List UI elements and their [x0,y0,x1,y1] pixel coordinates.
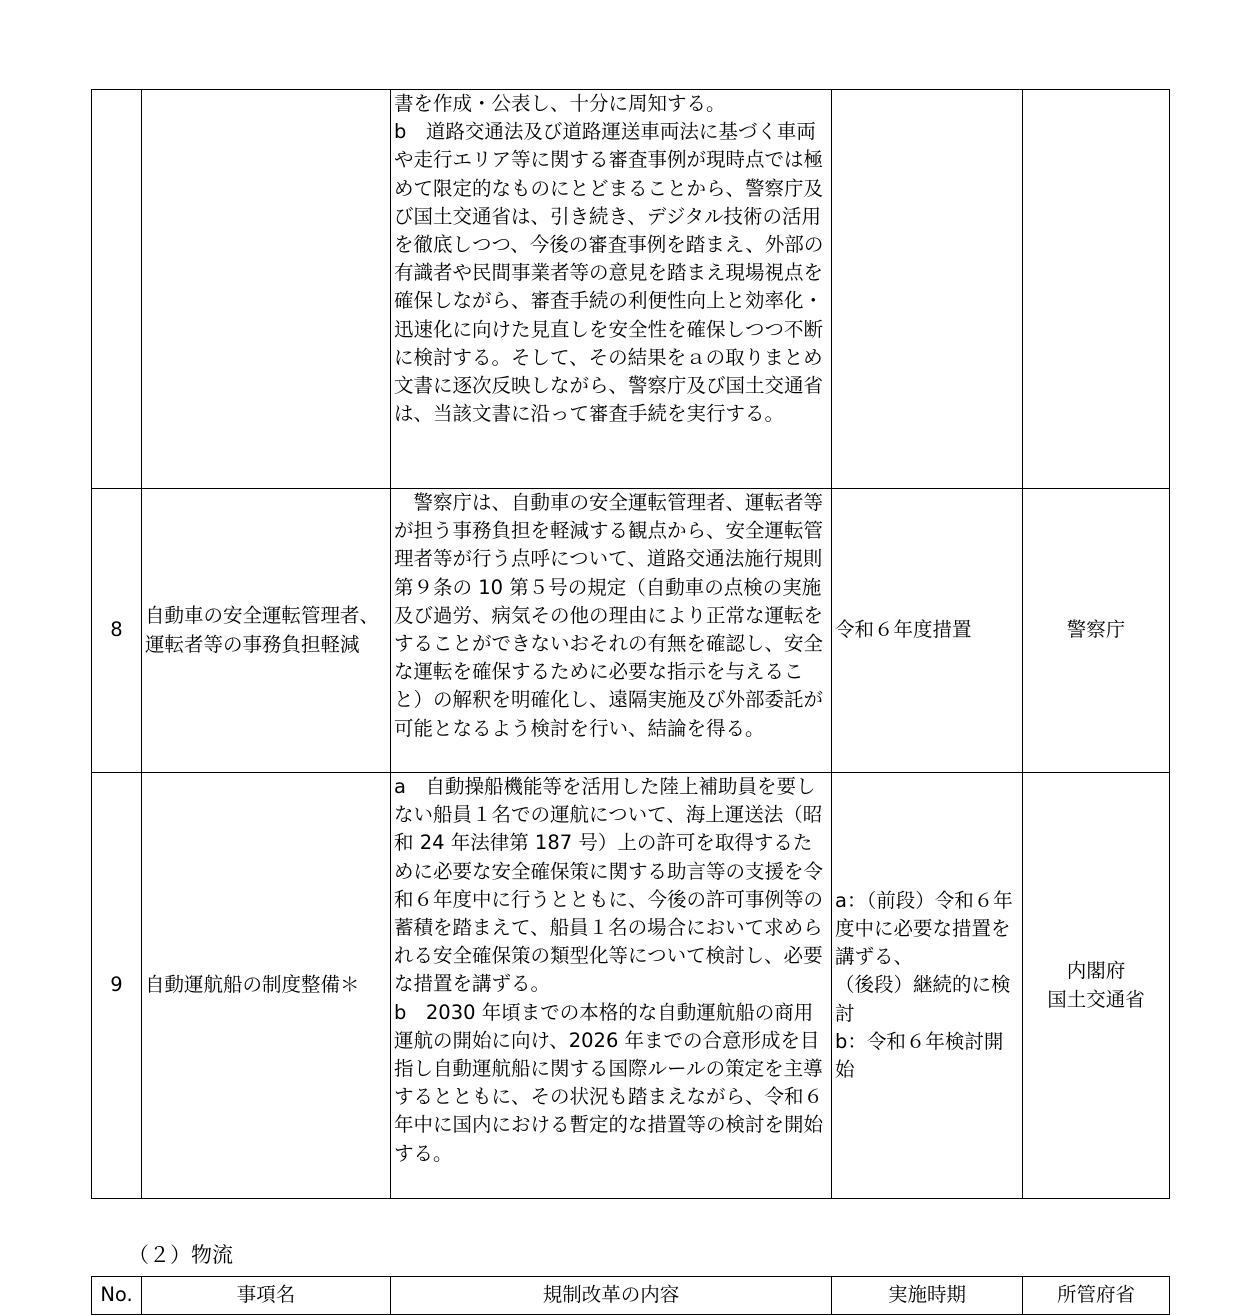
reform-content [391,773,832,1199]
item-name: 自動車の安全運転管理者、運転者等の事務負担軽減 [142,489,391,773]
ministry-name: 国土交通省 [1047,987,1145,1011]
content-paragraph: b 道路交通法及び道路運送車両法に基づく車両や走行エリア等に関する審査事例が現時点では極めて限定的なものにとどまることから、警察庁及び国土交通省は、引き続き、デジタル技術の活用を徹底しつつ、今後の審査事例を踏まえ、外部の有識者や民間事業者等の意見を踏まえ現場視点を確保しながら、審査手続の利便性向上と効率化・迅速化に向けた見直しを安全性を確保しつつ不断に検討する。そして、その結果をａの取りまとめ文書に逐次反映しながら、警察庁及び国土交通省は、当該文書に沿って審査手続を実行する。 [394,120,824,426]
column-header-timing: 実施時期 [832,1277,1023,1315]
implementation-period [832,773,1023,1199]
item-name [142,90,391,489]
section-heading: （２）物流 [128,1243,233,1267]
column-header-no: No. [92,1277,142,1315]
ministry [1023,90,1170,489]
content-paragraph: 警察庁は、自動車の安全運転管理者、運転者等が担う事務負担を軽減する観点から、安全運転管理者等が行う点呼について、道路交通法施行規則第９条の 10 第５号の規定（自動車の点検の実施及び過労、病気その他の理由により正常な運転をすることができないおそれの有無を確認し、安全な運転を確保するために必要な指示を与えること）の解釈を明確化し、遠隔実施及び外部委託が可能となるよう検討を行い、結論を得る。 [394,491,824,740]
timing-line: a：（前段）令和６年度中に必要な措置を講ずる、 [835,888,1013,969]
content-paragraph: 書を作成・公表し、十分に周知する。 [394,92,726,115]
regulation-table [91,89,1170,1199]
ministry [1023,489,1170,773]
ministry [1023,773,1170,1199]
logistics-table-header [91,1276,1170,1315]
column-header-ministry: 所管府省 [1023,1277,1170,1315]
table-row [92,489,1170,773]
reform-content [391,489,832,773]
timing-line: b：令和６年検討開始 [835,1029,1004,1081]
implementation-period [832,489,1023,773]
implementation-period [832,90,1023,489]
ministry-name: 警察庁 [1066,618,1126,642]
row-number [92,90,142,489]
ministry-name: 内閣府 [1066,959,1126,983]
content-paragraph: a 自動操船機能等を活用した陸上補助員を要しない船員１名での運航について、海上運送法（昭和 24 年法律第 187 号）上の許可を取得するために必要な安全確保策に関する助言等の支援を令和６年度中に行うとともに、今後の許可事例等の蓄積を踏まえて、船員１名の場合において求められる安全確保策の類型化等について検討し、必要な措置を講ずる。 [394,775,824,996]
table-row [92,90,1170,489]
column-header-content: 規制改革の内容 [391,1277,832,1315]
timing-line: （後段）継続的に検討 [835,973,1011,1025]
item-name: 自動運航船の制度整備＊ [142,773,391,1199]
table-row [92,773,1170,1199]
row-number: 8 [92,489,142,773]
timing-line: 令和６年度措置 [835,618,972,642]
column-header-name: 事項名 [142,1277,391,1315]
row-number: 9 [92,773,142,1199]
content-paragraph: b 2030 年頃までの本格的な自動運航船の商用運航の開始に向け、2026 年までの合意形成を目指し自動運航船に関する国際ルールの策定を主導するとともに、その状況も踏まえながら、令和６年中に国内における暫定的な措置等の検討を開始する。 [394,1000,824,1165]
header-row [92,1277,1170,1315]
reform-content [391,90,832,489]
